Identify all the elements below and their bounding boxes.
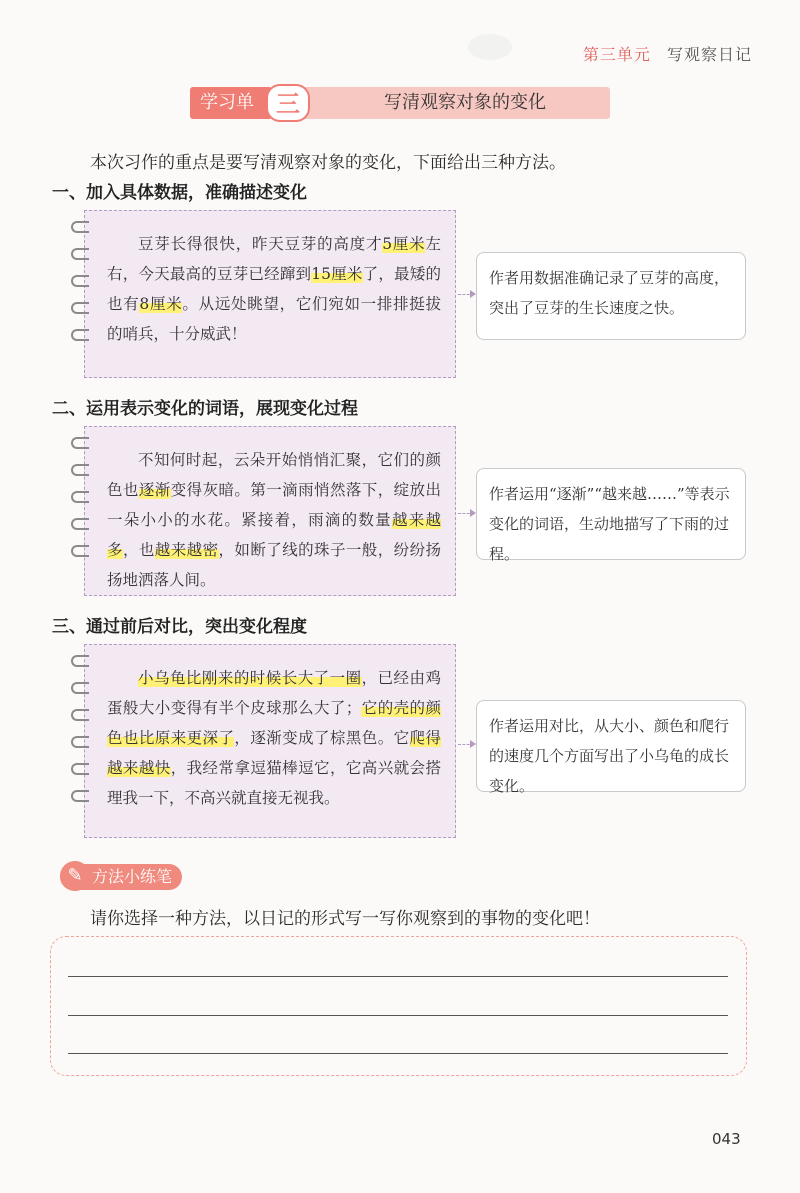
notebook-box-2 <box>84 426 456 596</box>
unit-header <box>583 42 752 65</box>
body-text: 了，最矮的也有 <box>107 265 441 313</box>
highlighted-text: 它的壳的颜色也比原来更深了 <box>107 699 441 747</box>
spiral-ring-icon <box>71 545 89 557</box>
pencil-icon: ✎ <box>60 861 90 891</box>
body-text: ，也 <box>122 541 155 559</box>
header-decoration <box>468 34 512 60</box>
practice-prompt: 请你选择一种方法，以日记的形式写一写你观察到的事物的变化吧！ <box>90 909 600 929</box>
notebook-box-1 <box>84 210 456 378</box>
comment-box-1: 作者用数据准确记录了豆芽的高度，突出了豆芽的生长速度之快。 <box>476 252 746 340</box>
spiral-ring-icon <box>71 518 89 530</box>
highlighted-text: 逐渐 <box>138 481 171 499</box>
highlighted-text: 8厘米 <box>139 295 183 313</box>
notebook-text-1 <box>85 211 455 359</box>
arrow-right-icon <box>458 513 474 514</box>
highlighted-text: 5厘米 <box>382 235 426 253</box>
highlighted-text: 越来越多 <box>107 511 441 559</box>
unit-label: 第三单元 <box>582 45 651 64</box>
practice-badge: 方法小练笔 <box>60 864 182 890</box>
spiral-ring-icon <box>71 329 89 341</box>
intro-text: 本次习作的重点是要写清观察对象的变化，下面给出三种方法。 <box>90 153 566 173</box>
spiral-ring-icon <box>71 437 89 449</box>
writing-line[interactable] <box>68 976 728 977</box>
notebook-box-3 <box>84 644 456 838</box>
body-text: ，逐渐变成了棕黑色。它 <box>234 729 410 747</box>
spiral-ring-icon <box>71 709 89 721</box>
spiral-ring-icon <box>71 248 89 260</box>
section-heading-2: 二、运用表示变化的词语，展现变化过程 <box>52 399 358 419</box>
arrow-right-icon <box>458 294 474 295</box>
body-text: 变得灰暗。第一滴雨悄然落下，绽放出一朵小小的水花。紧接着，雨滴的数量 <box>107 481 441 529</box>
body-text: ，如断了线的珠子一般，纷纷扬扬地洒落人间。 <box>107 541 441 589</box>
spiral-ring-icon <box>71 790 89 802</box>
notebook-text-2 <box>85 427 455 605</box>
section-heading-3: 三、通过前后对比，突出变化程度 <box>52 617 307 637</box>
highlighted-text: 15厘米 <box>311 265 363 283</box>
spiral-ring-icon <box>71 655 89 667</box>
body-text: 。从远处眺望，它们宛如一排排挺拔的哨兵，十分威武！ <box>107 295 441 343</box>
highlighted-text: 小乌龟比刚来的时候长大了一圈 <box>138 669 362 687</box>
spiral-ring-icon <box>71 682 89 694</box>
body-text: 豆芽长得很快，昨天豆芽的高度才 <box>138 235 383 253</box>
spiral-ring-icon <box>71 464 89 476</box>
arrow-right-icon <box>458 744 474 745</box>
body-text: 不知何时起，云朵开始悄悄汇聚，它们的颜色也 <box>107 451 441 499</box>
spiral-ring-icon <box>71 221 89 233</box>
writing-line[interactable] <box>68 1015 728 1016</box>
spiral-ring-icon <box>71 736 89 748</box>
writing-area[interactable] <box>50 936 747 1076</box>
notebook-text-3 <box>85 645 455 823</box>
spiral-ring-icon <box>71 275 89 287</box>
spiral-ring-icon <box>71 302 89 314</box>
banner-number: 三 <box>266 84 310 122</box>
highlighted-text: 越来越密 <box>154 541 219 559</box>
comment-box-2: 作者运用“逐渐”“越来越……”等表示变化的词语，生动地描写了下雨的过程。 <box>476 468 746 560</box>
banner-label: 学习单 <box>190 87 270 119</box>
page-number: 043 <box>712 1130 741 1148</box>
banner-title: 写清观察对象的变化 <box>384 92 546 113</box>
highlighted-text: 爬得越来越快 <box>107 729 441 777</box>
unit-topic: 写观察日记 <box>666 45 752 64</box>
spiral-ring-icon <box>71 763 89 775</box>
spiral-ring-icon <box>71 491 89 503</box>
body-text: ，我经常拿逗猫棒逗它，它高兴就会搭理我一下，不高兴就直接无视我。 <box>107 759 441 807</box>
body-text: 左右，今天最高的豆芽已经蹿到 <box>107 235 441 283</box>
body-text: ，已经由鸡蛋般大小变得有半个皮球那么大了； <box>107 669 441 717</box>
section-heading-1: 一、加入具体数据，准确描述变化 <box>52 183 307 203</box>
comment-box-3: 作者运用对比，从大小、颜色和爬行的速度几个方面写出了小乌龟的成长变化。 <box>476 700 746 792</box>
writing-line[interactable] <box>68 1053 728 1054</box>
